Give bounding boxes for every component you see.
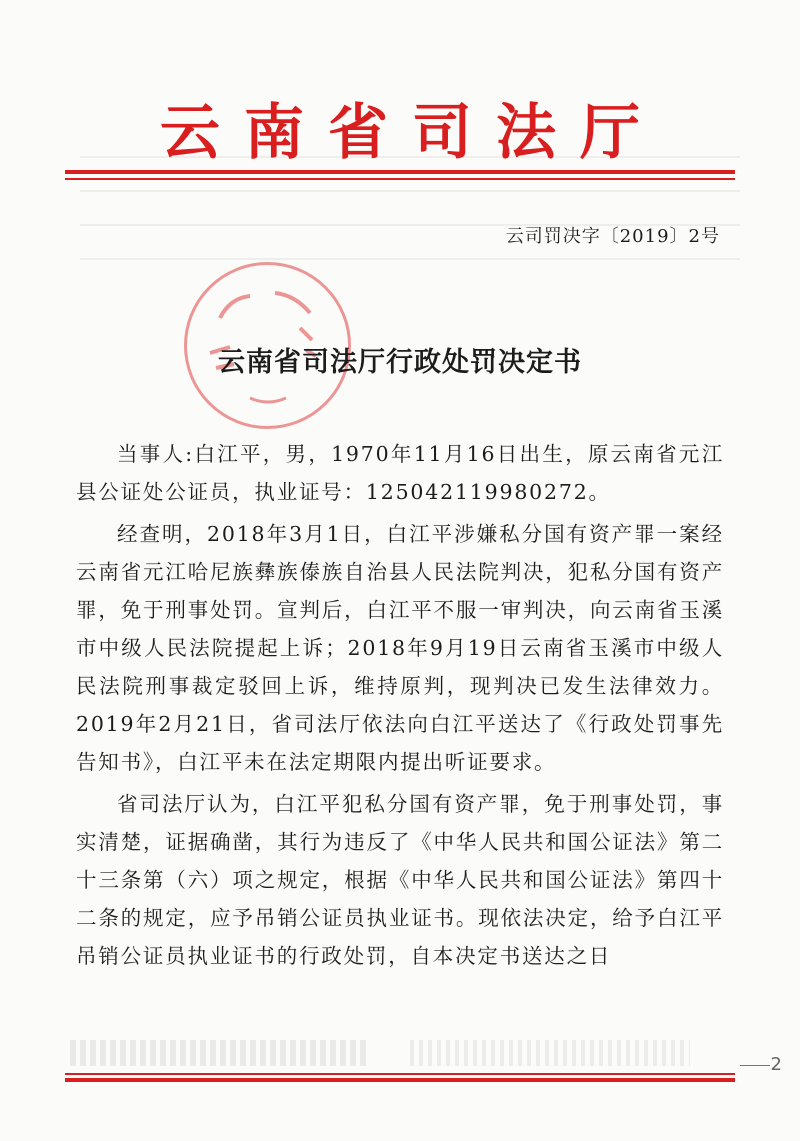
footer-rule-thin	[65, 1073, 735, 1075]
document-title: 云南省司法厅行政处罚决定书	[218, 347, 582, 378]
paragraph-party: 当事人:白江平，男，1970年11月16日出生，原云南省元江县公证处公证员，执业证号：125042119980272。	[76, 442, 724, 504]
header-rule-thick	[65, 170, 735, 174]
document-body	[76, 435, 724, 979]
page-number: 2	[770, 1054, 782, 1075]
paragraph-facts: 经查明，2018年3月1日，白江平涉嫌私分国有资产罪一案经云南省元江哈尼族彝族傣族自治县人民法院判决，犯私分国有资产罪，免于刑事处罚。宣判后，白江平不服一审判决，向云南省玉溪市中级人民法院提起上诉；2018年9月19日云南省玉溪市中级人民法院刑事裁定驳回上诉，维持原判，现判决已发生法律效力。2019年2月21日，省司法厅依法向白江平送达了《行政处罚事先告知书》，白江平未在法定期限内提出听证要求。	[76, 522, 724, 774]
header-rule-thin	[65, 178, 735, 180]
page-number-dash	[740, 1065, 770, 1066]
agency-header: 云南省司法厅	[160, 98, 664, 168]
footer-bleed-mark	[410, 1040, 690, 1066]
paragraph-decision: 省司法厅认为，白江平犯私分国有资产罪，免于刑事处罚，事实清楚，证据确凿，其行为违反了《中华人民共和国公证法》第二十三条第（六）项之规定，根据《中华人民共和国公证法》第四十二条的规定，应予吊销公证员执业证书。现依法决定，给予白江平吊销公证员执业证书的行政处罚，自本决定书送达之日	[76, 792, 724, 968]
document-number: 云司罚决字〔2019〕2号	[505, 226, 720, 247]
footer-bleed-mark	[70, 1040, 370, 1066]
footer-rule-thick	[65, 1078, 735, 1082]
